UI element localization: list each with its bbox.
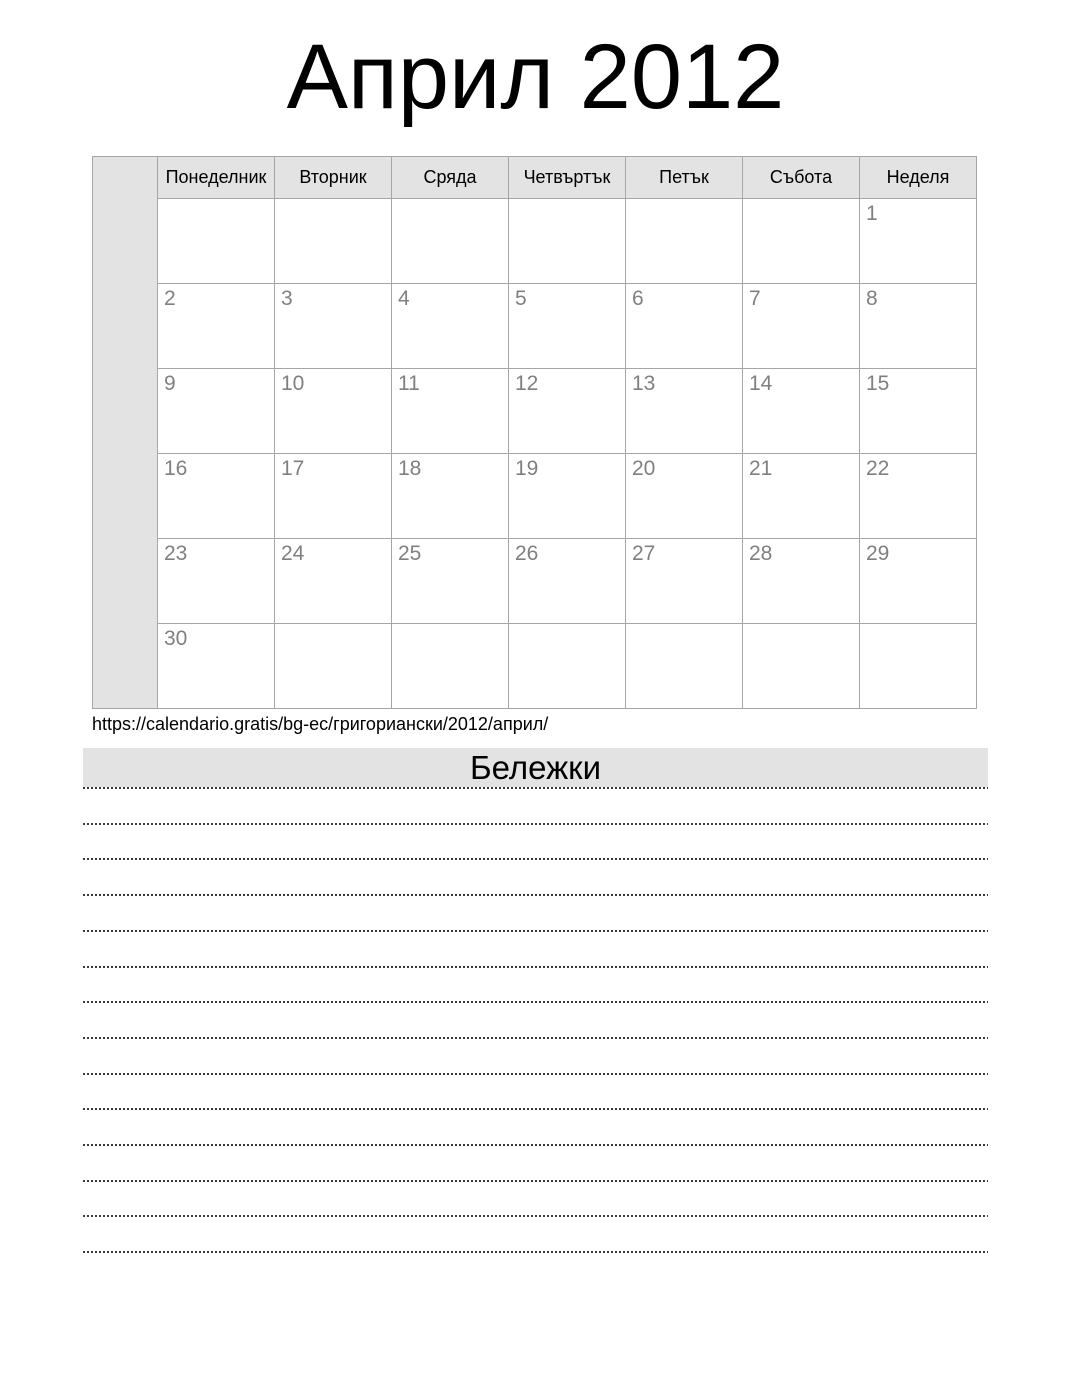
day-number xyxy=(860,624,976,627)
day-number: 13 xyxy=(632,372,656,395)
day-cell xyxy=(158,624,275,709)
week-row xyxy=(93,369,977,454)
day-number xyxy=(158,199,274,202)
day-cell xyxy=(626,539,743,624)
day-cell xyxy=(392,369,509,454)
day-cell xyxy=(860,369,977,454)
day-cell xyxy=(860,284,977,369)
notes-rule-line xyxy=(83,966,988,968)
day-number: 22 xyxy=(866,457,890,480)
weekday-header: Сряда xyxy=(392,157,509,199)
weekday-header: Четвъртък xyxy=(509,157,626,199)
week-row xyxy=(93,199,977,284)
notes-header-bar xyxy=(83,748,988,787)
day-cell xyxy=(509,369,626,454)
day-number: 5 xyxy=(515,287,527,310)
notes-rule-line xyxy=(83,1073,988,1075)
day-number xyxy=(392,199,508,202)
empty-day-cell xyxy=(743,624,860,709)
day-number xyxy=(509,624,625,627)
day-cell xyxy=(275,369,392,454)
day-number: 7 xyxy=(749,287,761,310)
day-cell xyxy=(509,284,626,369)
day-number: 10 xyxy=(281,372,305,395)
day-cell xyxy=(392,454,509,539)
empty-day-cell xyxy=(275,199,392,284)
empty-day-cell xyxy=(392,199,509,284)
empty-day-cell xyxy=(626,199,743,284)
notes-rule-line xyxy=(83,1251,988,1253)
day-cell xyxy=(392,284,509,369)
week-spacer-column xyxy=(93,157,158,709)
day-number: 4 xyxy=(398,287,410,310)
day-number: 16 xyxy=(164,457,188,480)
day-cell xyxy=(275,454,392,539)
day-cell xyxy=(626,284,743,369)
weekday-header: Петък xyxy=(626,157,743,199)
day-number: 15 xyxy=(866,372,890,395)
day-cell xyxy=(860,199,977,284)
day-number: 24 xyxy=(281,542,305,565)
day-number: 18 xyxy=(398,457,422,480)
day-number: 20 xyxy=(632,457,656,480)
empty-day-cell xyxy=(743,199,860,284)
empty-day-cell xyxy=(158,199,275,284)
weekday-header: Неделя xyxy=(860,157,977,199)
day-cell xyxy=(392,539,509,624)
day-number: 6 xyxy=(632,287,644,310)
day-cell xyxy=(275,539,392,624)
day-number: 19 xyxy=(515,457,539,480)
empty-day-cell xyxy=(275,624,392,709)
day-cell xyxy=(743,454,860,539)
day-cell xyxy=(158,284,275,369)
day-number: 8 xyxy=(866,287,878,310)
page-title: Април 2012 xyxy=(286,26,785,128)
day-number xyxy=(275,624,391,627)
day-number xyxy=(626,199,742,202)
day-cell xyxy=(743,539,860,624)
week-row xyxy=(93,284,977,369)
notes-rule-line xyxy=(83,1108,988,1110)
notes-rule-line xyxy=(83,787,988,789)
day-number xyxy=(275,199,391,202)
week-row xyxy=(93,454,977,539)
day-number: 21 xyxy=(749,457,773,480)
notes-title: Бележки xyxy=(469,749,602,786)
empty-day-cell xyxy=(392,624,509,709)
day-cell xyxy=(158,539,275,624)
notes-rule-line xyxy=(83,1180,988,1182)
day-cell xyxy=(743,369,860,454)
notes-rule-line xyxy=(83,858,988,860)
day-number: 1 xyxy=(866,202,878,225)
day-cell xyxy=(509,454,626,539)
weekday-header: Понеделник xyxy=(158,157,275,199)
week-row xyxy=(93,624,977,709)
empty-day-cell xyxy=(509,199,626,284)
day-number xyxy=(743,199,859,202)
day-number: 28 xyxy=(749,542,773,565)
day-cell xyxy=(158,454,275,539)
day-cell xyxy=(626,454,743,539)
day-number: 29 xyxy=(866,542,890,565)
day-number: 23 xyxy=(164,542,188,565)
day-number xyxy=(743,624,859,627)
day-number: 25 xyxy=(398,542,422,565)
notes-rule-line xyxy=(83,1001,988,1003)
day-cell xyxy=(626,369,743,454)
notes-rule-line xyxy=(83,930,988,932)
notes-rule-line xyxy=(83,1037,988,1039)
notes-rule-line xyxy=(83,823,988,825)
day-number: 17 xyxy=(281,457,305,480)
weekday-header-row xyxy=(93,157,977,199)
day-number: 30 xyxy=(164,627,188,650)
day-number: 14 xyxy=(749,372,773,395)
day-number: 3 xyxy=(281,287,293,310)
day-number xyxy=(509,199,625,202)
calendar-table xyxy=(92,156,977,709)
day-cell xyxy=(860,454,977,539)
day-number: 27 xyxy=(632,542,656,565)
notes-rule-line xyxy=(83,1215,988,1217)
empty-day-cell xyxy=(860,624,977,709)
day-number: 2 xyxy=(164,287,176,310)
weekday-header: Събота xyxy=(743,157,860,199)
empty-day-cell xyxy=(626,624,743,709)
day-cell xyxy=(275,284,392,369)
day-number: 11 xyxy=(398,372,420,395)
day-number: 12 xyxy=(515,372,539,395)
day-number xyxy=(626,624,742,627)
weekday-header: Вторник xyxy=(275,157,392,199)
notes-rule-line xyxy=(83,1144,988,1146)
notes-rule-line xyxy=(83,894,988,896)
day-number: 9 xyxy=(164,372,176,395)
day-cell xyxy=(509,539,626,624)
source-url-text: https://calendario.gratis/bg-ec/григориански/2012/април/ xyxy=(92,714,549,734)
week-row xyxy=(93,539,977,624)
day-cell xyxy=(743,284,860,369)
day-number: 26 xyxy=(515,542,539,565)
day-number xyxy=(392,624,508,627)
day-cell xyxy=(860,539,977,624)
day-cell xyxy=(158,369,275,454)
empty-day-cell xyxy=(509,624,626,709)
